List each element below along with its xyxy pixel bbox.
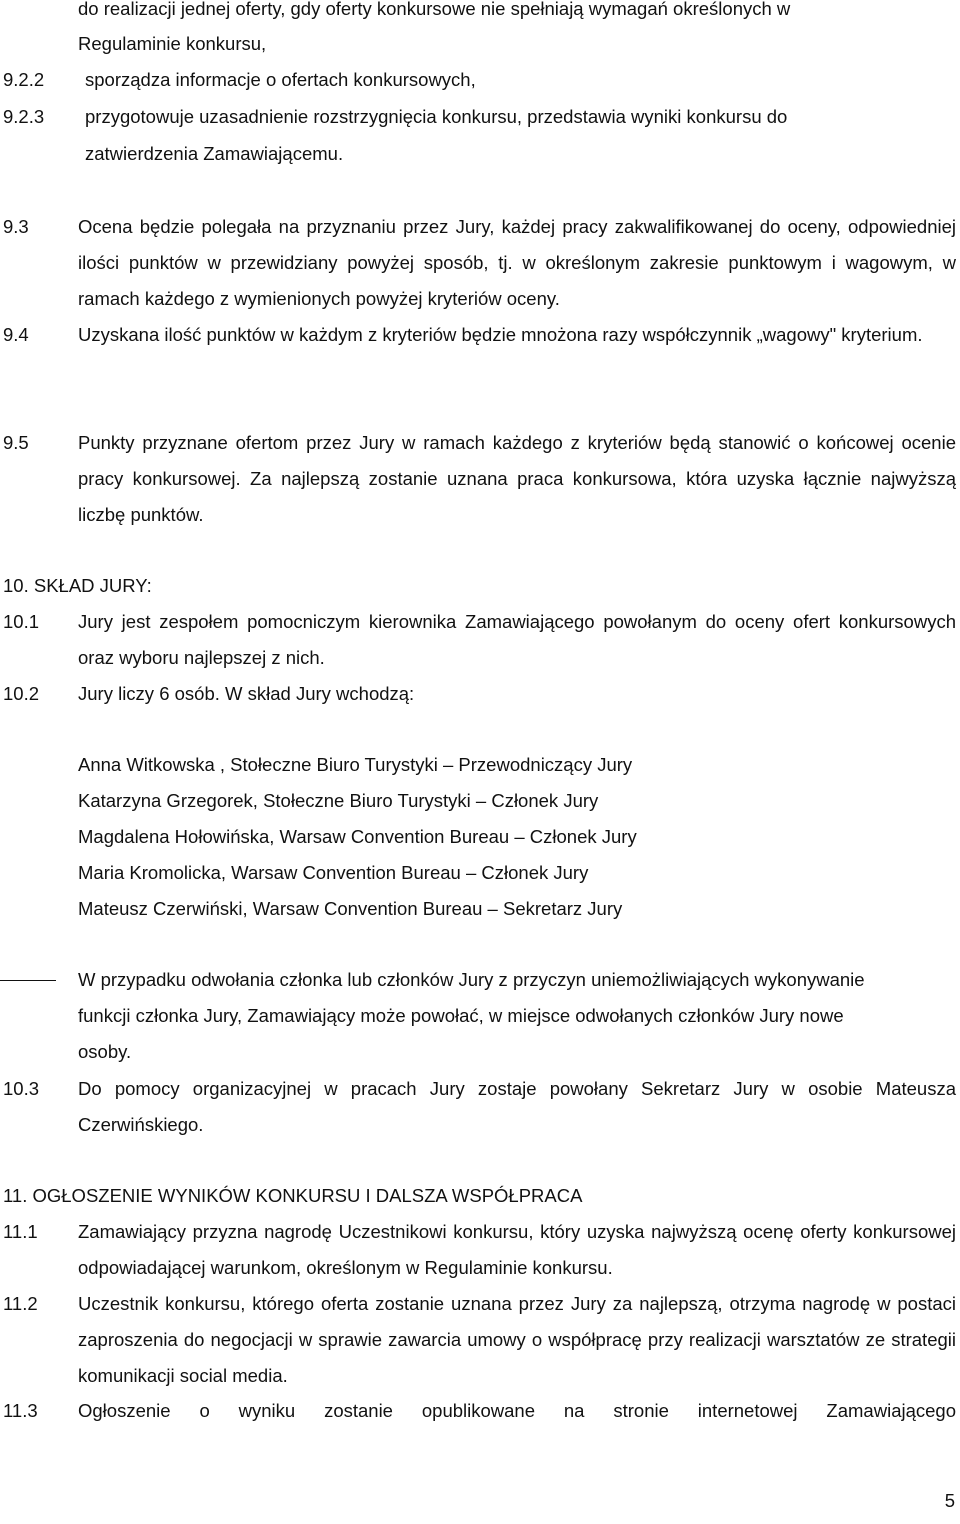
jury-member: Maria Kromolicka, Warsaw Convention Bureau – Członek Jury [78, 862, 589, 883]
jury-member: Magdalena Hołowińska, Warsaw Convention Bureau – Członek Jury [78, 826, 637, 847]
item-text-11-3: Ogłoszenie o wyniku zostanie opublikowane na stronie internetowej Zamawiającego [78, 1400, 956, 1421]
continuation-line-2: Regulaminie konkursu, [78, 33, 267, 54]
item-number-10-1: 10.1 [3, 611, 40, 632]
item-number-9-3: 9.3 [3, 216, 29, 237]
jury-member: Anna Witkowska , Stołeczne Biuro Turystyki – Przewodniczący Jury [78, 754, 633, 775]
item-text-10-3: Do pomocy organizacyjnej w pracach Jury zostaje powołany Sekretarz Jury w osobie Mateusza Czerwińskiego. [78, 1078, 956, 1135]
item-text-9-2-2: sporządza informacje o ofertach konkursowych, [85, 69, 476, 90]
item-number-11-2: 11.2 [3, 1293, 38, 1314]
item-text-9-3: Ocena będzie polegała na przyznaniu przez Jury, każdej pracy zakwalifikowanej do oceny, odpowiedniej ilości punktów w przewidziany powyżej sposób, tj. w określonym zakresie punktowym i wagowym, w ramach każdego z wymienionych powyżej kryteriów oceny. [78, 216, 956, 309]
page-number: 5 [944, 1490, 955, 1511]
item-number-9-2-3: 9.2.3 [3, 106, 45, 127]
jury-member: Mateusz Czerwiński, Warsaw Convention Bureau – Sekretarz Jury [78, 898, 623, 919]
item-text-9-4: Uzyskana ilość punktów w każdym z kryteriów będzie mnożona razy współczynnik „wagowy" kryterium. [78, 324, 923, 345]
item-text-11-2: Uczestnik konkursu, którego oferta zostanie uznana przez Jury za najlepszą, otrzyma nagrodę w postaci zaproszenia do negocjacji w sprawie zawarcia umowy o współpracę przy realizacji warsztatów ze strategii komunikacji social media. [78, 1293, 956, 1386]
item-number-10-2: 10.2 [3, 683, 40, 704]
dash-bullet [0, 980, 56, 981]
item-text-9-2-3-line-2: zatwierdzenia Zamawiającemu. [85, 143, 344, 164]
item-text-11-1: Zamawiający przyzna nagrodę Uczestnikowi konkursu, który uzyska najwyższą ocenę oferty konkursowej odpowiadającej warunkom, określonym w Regulaminie konkursu. [78, 1221, 956, 1278]
item-number-10-3: 10.3 [3, 1078, 40, 1099]
jury-member: Katarzyna Grzegorek, Stołeczne Biuro Turystyki – Członek Jury [78, 790, 599, 811]
item-number-9-4: 9.4 [3, 324, 29, 345]
continuation-line-1: do realizacji jednej oferty, gdy oferty konkursowe nie spełniają wymagań określonych w [78, 0, 791, 19]
item-number-9-2-2: 9.2.2 [3, 69, 45, 90]
item-number-11-1: 11.1 [3, 1221, 38, 1242]
item-text-9-2-3-line-1: przygotowuje uzasadnienie rozstrzygnięcia konkursu, przedstawia wyniki konkursu do [85, 106, 788, 127]
item-text-10-2: Jury liczy 6 osób. W skład Jury wchodzą: [78, 683, 415, 704]
item-text-10-1: Jury jest zespołem pomocniczym kierownika Zamawiającego powołanym do oceny ofert konkursowych oraz wyboru najlepszej z nich. [78, 611, 956, 668]
item-number-11-3: 11.3 [3, 1400, 38, 1421]
dash-note-text: W przypadku odwołania członka lub członków Jury z przyczyn uniemożliwiających wykonywanie funkcji członka Jury, Zamawiający może powołać, w miejsce odwołanych członków Jury nowe osoby. [78, 969, 865, 1062]
item-text-9-5: Punkty przyznane ofertom przez Jury w ramach każdego z kryteriów będą stanowić o końcowej ocenie pracy konkursowej. Za najlepszą zostanie uznana praca konkursowa, która uzyska łącznie najwyższą liczbę punktów. [78, 432, 956, 525]
section-heading-11: 11. OGŁOSZENIE WYNIKÓW KONKURSU I DALSZA WSPÓŁPRACA [3, 1185, 583, 1206]
section-heading-10: 10. SKŁAD JURY: [3, 575, 152, 596]
item-number-9-5: 9.5 [3, 432, 29, 453]
